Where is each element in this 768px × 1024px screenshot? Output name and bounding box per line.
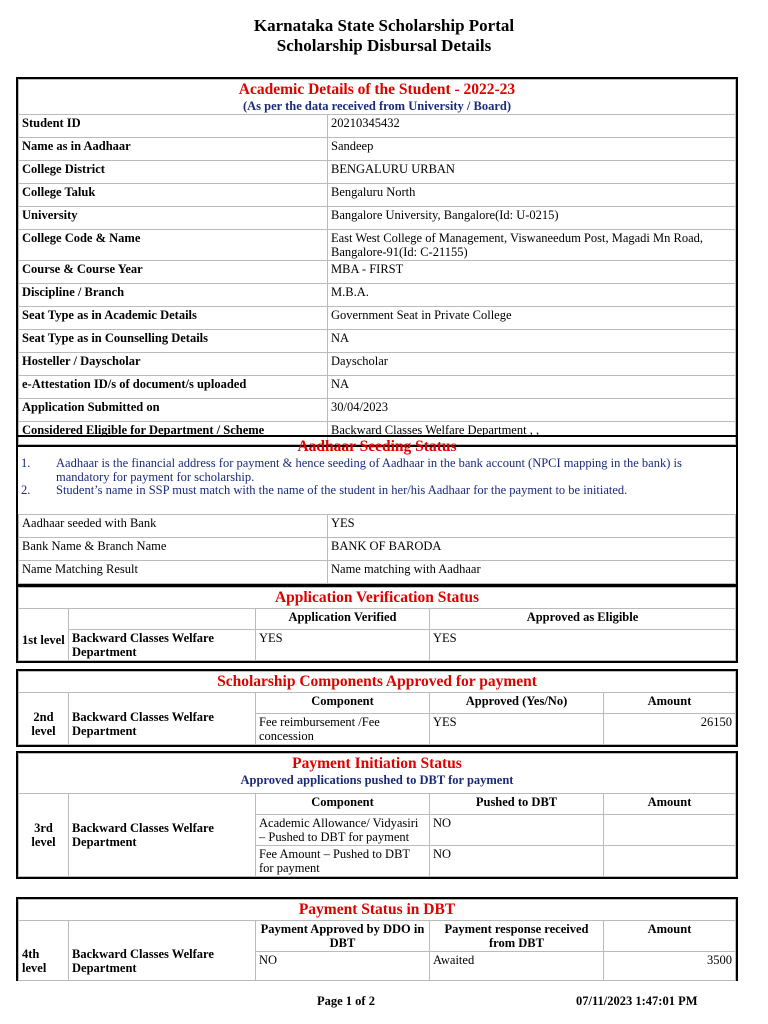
row-label: e-Attestation ID/s of document/s uploaded: [19, 376, 328, 399]
row-value: BANK OF BARODA: [328, 537, 736, 560]
row-label: College Taluk: [19, 184, 328, 207]
table-row: [19, 376, 736, 399]
row-value: NA: [328, 376, 736, 399]
dbt-title: Payment Status in DBT: [298, 901, 456, 918]
amount-value: [604, 815, 736, 846]
components-table: [18, 671, 736, 745]
ddo-approved-value: NO: [256, 952, 430, 981]
col-header-pushed: Pushed to DBT: [430, 794, 604, 815]
col-header-amount: Amount: [604, 693, 736, 714]
note-item: [21, 457, 733, 484]
note-text: Student’s name in SSP must match with the name of the student in her/his Aadhaar for the payment to be initiated.: [56, 483, 628, 497]
col-header-component: Component: [256, 693, 430, 714]
row-label: Application Submitted on: [19, 399, 328, 422]
table-row: [19, 330, 736, 353]
department-name: Backward Classes Welfare Department: [69, 693, 256, 745]
table-row: [19, 353, 736, 376]
row-label: Name Matching Result: [19, 560, 328, 583]
table-row: [19, 307, 736, 330]
col-header-amount: Amount: [604, 794, 736, 815]
academic-subtitle: (As per the data received from University / Board): [242, 99, 511, 113]
note-text: Aadhaar is the financial address for payment & hence seeding of Aadhaar in the bank account (NPCI mapping in the bank) is mandatory for payment for scholarship.: [56, 456, 682, 484]
level-label: 3rd level: [19, 794, 69, 877]
table-row: [19, 115, 736, 138]
dbt-table: [18, 899, 736, 981]
level-label: 4th level: [19, 921, 69, 981]
note-number: 1.: [21, 456, 31, 470]
row-value: Bengaluru North: [328, 184, 736, 207]
table-row: [19, 261, 736, 284]
amount-value: [604, 846, 736, 877]
col-header-response: Payment response received from DBT: [430, 921, 604, 952]
approved-value: YES: [430, 630, 736, 661]
row-label: Hosteller / Dayscholar: [19, 353, 328, 376]
row-label: Considered Eligible for Department / Scheme: [19, 422, 328, 445]
row-value: East West College of Management, Viswaneedum Post, Magadi Mn Road, Bangalore-91(Id: C-21155): [328, 230, 736, 261]
academic-title: Academic Details of the Student - 2022-23: [238, 81, 516, 98]
aadhaar-section: [16, 435, 738, 586]
dbt-section: [16, 897, 738, 981]
verification-table: [18, 587, 736, 661]
verification-title: Application Verification Status: [274, 589, 480, 606]
row-value: Dayscholar: [328, 353, 736, 376]
department-name: Backward Classes Welfare Department: [69, 794, 256, 877]
table-row: [19, 207, 736, 230]
level-label: 1st level: [19, 609, 69, 661]
table-row: [19, 230, 736, 261]
col-header-approved: Approved as Eligible: [430, 609, 736, 630]
row-label: Student ID: [19, 115, 328, 138]
col-header-verified: Application Verified: [256, 609, 430, 630]
components-title: Scholarship Components Approved for payment: [217, 673, 537, 690]
print-datetime: 07/11/2023 1:47:01 PM: [576, 994, 698, 1008]
row-label: Discipline / Branch: [19, 284, 328, 307]
row-label: Name as in Aadhaar: [19, 138, 328, 161]
row-label: Seat Type as in Counselling Details: [19, 330, 328, 353]
note-number: 2.: [21, 483, 31, 497]
row-value: 20210345432: [328, 115, 736, 138]
department-name: Backward Classes Welfare Department: [69, 921, 256, 981]
col-header-amount: Amount: [604, 921, 736, 952]
component-name: Fee reimbursement /Fee concession: [256, 714, 430, 745]
aadhaar-table: [18, 514, 736, 584]
department-name: Backward Classes Welfare Department: [69, 630, 256, 661]
row-label: Course & Course Year: [19, 261, 328, 284]
row-value: NA: [328, 330, 736, 353]
approved-value: YES: [430, 714, 604, 745]
row-label: College District: [19, 161, 328, 184]
row-label: Seat Type as in Academic Details: [19, 307, 328, 330]
row-label: Aadhaar seeded with Bank: [19, 514, 328, 537]
amount-value: 3500: [604, 952, 736, 981]
row-label: University: [19, 207, 328, 230]
page-number: Page 1 of 2: [317, 994, 375, 1008]
row-value: 30/04/2023: [328, 399, 736, 422]
row-label: College Code & Name: [19, 230, 328, 261]
page-subtitle: Scholarship Disbursal Details: [276, 36, 492, 55]
table-row: [19, 537, 736, 560]
note-item: [21, 484, 733, 498]
row-value: Sandeep: [328, 138, 736, 161]
portal-title: Karnataka State Scholarship Portal: [253, 16, 515, 35]
table-row: [19, 514, 736, 537]
row-value: YES: [328, 514, 736, 537]
pushed-value: NO: [430, 846, 604, 877]
component-name: Academic Allowance/ Vidyasiri – Pushed to DBT for payment: [256, 815, 430, 846]
level-label: 2nd level: [19, 693, 69, 745]
verified-value: YES: [256, 630, 430, 661]
col-header-approved: Approved (Yes/No): [430, 693, 604, 714]
table-row: [19, 138, 736, 161]
initiation-section: [16, 751, 738, 879]
col-header-component: Component: [256, 794, 430, 815]
row-value: Government Seat in Private College: [328, 307, 736, 330]
row-label: Bank Name & Branch Name: [19, 537, 328, 560]
row-value: Backward Classes Welfare Department , ,: [328, 422, 736, 445]
academic-details-table: [18, 79, 736, 445]
row-value: Name matching with Aadhaar: [328, 560, 736, 583]
academic-details-section: [16, 77, 738, 447]
amount-value: 26150: [604, 714, 736, 745]
col-header-ddo-approved: Payment Approved by DDO in DBT: [256, 921, 430, 952]
row-value: Bangalore University, Bangalore(Id: U-0215): [328, 207, 736, 230]
pushed-value: NO: [430, 815, 604, 846]
response-value: Awaited: [430, 952, 604, 981]
components-section: [16, 669, 738, 747]
initiation-subtitle: Approved applications pushed to DBT for payment: [240, 773, 514, 787]
aadhaar-title: Aadhaar Seeding Status: [297, 438, 457, 455]
row-value: MBA - FIRST: [328, 261, 736, 284]
initiation-table: [18, 753, 736, 877]
table-row: [19, 284, 736, 307]
initiation-title: Payment Initiation Status: [292, 755, 462, 772]
row-value: BENGALURU URBAN: [328, 161, 736, 184]
table-row: [19, 560, 736, 583]
verification-section: [16, 585, 738, 663]
aadhaar-notes: [18, 456, 736, 502]
table-row: [19, 399, 736, 422]
component-name: Fee Amount – Pushed to DBT for payment: [256, 846, 430, 877]
row-value: M.B.A.: [328, 284, 736, 307]
table-row: [19, 161, 736, 184]
table-row: [19, 184, 736, 207]
